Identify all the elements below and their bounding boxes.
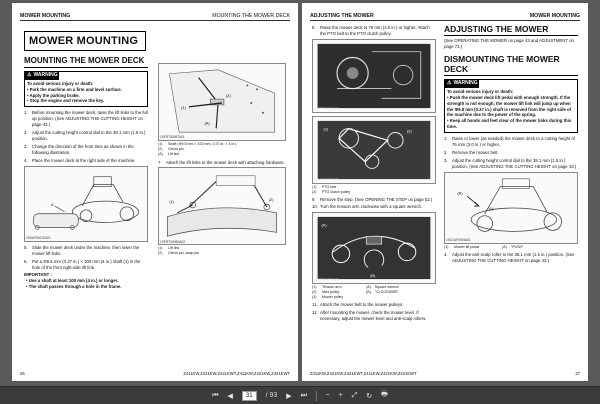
legend-row: (1) Tension arm (A) Square wrench	[312, 285, 399, 290]
figure-pto-belt-routing	[312, 116, 436, 184]
step-item: 12. After mounting the mower, check the mower level. If necessary, adjust the mower level and anti-scalp rollers.	[312, 309, 427, 321]
pto-illustration	[313, 40, 435, 112]
page-number: 26	[20, 371, 25, 376]
page-footer	[310, 371, 580, 376]
page-title: MOWER MOUNTING	[24, 31, 146, 51]
figure-mower-deck-placement	[24, 166, 148, 242]
tension-arm-illustration	[313, 213, 435, 283]
label-A: A	[50, 201, 54, 207]
warning-intro: To avoid serious injury or death:	[447, 88, 514, 94]
first-page-button[interactable]: ⏮	[212, 391, 219, 399]
step-item: 1. Before mounting the mower deck, raise the lift links to the full up position. (See ADJUSTING THE CUTTING HEIGHT on page 43.)	[24, 110, 148, 128]
important-note	[24, 272, 148, 290]
header-right: MOWER MOUNTING	[529, 13, 580, 19]
zoom-out-button[interactable]: −	[325, 392, 330, 399]
header-left: MOWER MOUNTING	[20, 13, 71, 19]
figure-attach-lift-links	[158, 167, 286, 245]
figure-mower-lift-pedal	[444, 172, 578, 244]
steps-list-3	[158, 160, 286, 166]
legend-row: (1) Shaft (Φ9.5 mm × 100 mm, 0.37 in. × 4 in.)	[158, 142, 237, 146]
page-right	[302, 3, 588, 381]
step-item: 6. Put a Φ9.5 mm (0.37 in.) × 100 mm (4 in.) shaft (1) in the hole of the front right-side lift link.	[24, 258, 141, 270]
important-label: IMPORTANT :	[24, 272, 52, 278]
total-pages: / 93	[265, 392, 278, 399]
step-item: 2. Adjust the cutting height control dial to the 38.1 mm (1.5 in.) position.	[24, 130, 146, 142]
label-2: (2)	[225, 93, 231, 99]
warning-header	[25, 72, 59, 80]
figure-id: 1SFRT0012EA01	[314, 278, 339, 283]
label-B: (B)	[370, 273, 376, 279]
warning-item: • Apply the parking brake.	[27, 93, 145, 99]
page-header	[310, 11, 580, 21]
right-column	[444, 25, 578, 266]
label-A: (A)	[321, 222, 327, 228]
label-A: (A)	[457, 190, 463, 196]
figure-legend	[158, 246, 286, 256]
page-number-input[interactable]: 31	[242, 391, 257, 401]
label-1: (1)	[323, 126, 329, 132]
step-item: 3. Adjust the cutting height control dial to the 38.1 mm (1.5 in.) position. (See ADJUSTING THE CUTTING HEIGHT on page 43.)	[444, 157, 577, 169]
steps-list-2	[312, 197, 436, 211]
page-left	[12, 3, 298, 381]
legend-row: (1) PTO belt	[312, 184, 337, 189]
label-2: (2)	[407, 128, 412, 134]
page-header	[20, 11, 290, 21]
legend-row: (1) Lift link	[158, 246, 180, 251]
left-column	[312, 25, 436, 324]
warning-item: • Keep all hands and feet clear of the mower links during this time.	[447, 118, 575, 130]
figure-tension-arm	[312, 212, 436, 284]
figure-id: 1SGJAF0004A01	[446, 237, 471, 242]
model-list: Z411KW,Z421KW,Z421KWT,Z411KW,Z421KW,Z421KWT	[310, 371, 417, 376]
right-column	[158, 63, 286, 256]
label-1: (1)	[169, 199, 175, 205]
prev-page-button[interactable]: ◀	[227, 392, 233, 400]
step-item: 7. Attach the lift links to the mower deck with attaching hardware.	[158, 159, 285, 165]
step-item: 5. Slide the mower deck under the machine, then lower the mower lift links.	[24, 244, 140, 256]
label-A: (A)	[204, 120, 210, 126]
label-1: (1)	[181, 104, 186, 110]
important-item: • Use a shaft at least 100 mm (4 in.) or longer.	[26, 278, 148, 284]
label-1: (1)	[488, 205, 494, 211]
warning-icon: ⚠	[447, 80, 452, 87]
print-button[interactable]: 🖶	[381, 391, 388, 398]
warning-icon: ⚠	[27, 72, 32, 79]
warning-item: • Stop the engine and remove the key.	[27, 98, 145, 104]
mower-illustration	[25, 167, 147, 241]
model-list: Z411KW,Z421KW,Z421KWT,Z411KW,Z421KW,Z421KWT	[183, 371, 290, 376]
figure-id: 1SFRT0006DA02	[160, 239, 186, 244]
steps-list-2	[24, 245, 148, 271]
steps-list-3	[312, 302, 436, 322]
adjusting-text: (See OPERATING THE MOWER on page 43 and ADJUSTMENT on page 73.)	[444, 38, 574, 50]
steps-list	[24, 110, 148, 163]
warning-box	[444, 79, 578, 133]
section-title: MOUNTING THE MOWER DECK	[24, 57, 148, 68]
warning-intro: To avoid serious injury or death:	[27, 80, 94, 86]
step-item: 3. Change the direction of the front tires as shown in the following illustration.	[24, 143, 134, 155]
step-item: 11. Attach the mower belt to the mower pulleys.	[312, 301, 404, 307]
dismount-steps-2	[444, 252, 578, 264]
label-2: (2)	[268, 197, 274, 203]
figure-legend	[158, 142, 286, 157]
page-number: 27	[575, 371, 580, 376]
important-item: • The shaft passes through a hole in the frame.	[26, 284, 148, 290]
left-column	[24, 57, 148, 290]
step-item: 1. Raise or lower (as needed) the mower deck to a cutting height of 76 mm (3.0 in.) or higher.	[444, 136, 576, 148]
legend-row: (2) Clevis pin	[158, 146, 184, 151]
step-item: 4. Adjust the anti-scalp roller to the 38.1 mm (1.5 in.) position. (See ADJUSTING THE CUTTING HEIGHT on page 43.)	[444, 251, 575, 263]
toolbar-divider	[316, 391, 317, 401]
section-title-dismount: DISMOUNTING THE MOWER DECK	[444, 55, 578, 76]
step-item: 10. Turn the tension arm clockwise with a square wrench.	[312, 204, 423, 210]
legend-row: (1) Mower lift pedal (A) "PUSH"	[444, 244, 524, 249]
figure-id: 1SFRT0016EA01	[314, 106, 339, 111]
step-item: 9. Remove the step. (See OPENING THE STEP on page 52.)	[312, 196, 433, 202]
step-item: 4. Place the mower deck at the right side of the machine.	[24, 157, 136, 163]
figure-legend	[312, 285, 436, 300]
page-footer	[20, 371, 290, 376]
last-page-button[interactable]: ⏭	[300, 391, 307, 399]
viewer-toolbar	[0, 386, 600, 404]
warning-header	[445, 80, 479, 88]
rotate-button[interactable]: ↻	[366, 392, 373, 400]
dismount-steps	[444, 136, 578, 170]
figure-id: 1SVAF0001EA01	[26, 235, 51, 240]
legend-row: (A) Lift link	[158, 151, 180, 156]
warning-label: WARNING	[453, 80, 478, 87]
figure-id: 1SVAF0020EA01	[314, 177, 339, 182]
header-right: MOUNTING THE MOWER DECK	[212, 13, 290, 19]
legend-row: (2) Idler pulley (B) "CLOCKWISE"	[312, 290, 399, 295]
legend-row: (2) PTO clutch pulley	[312, 189, 351, 194]
header-left: ADJUSTING THE MOWER	[310, 13, 374, 19]
section-title-adjusting: ADJUSTING THE MOWER	[444, 25, 578, 36]
warning-label: WARNING	[33, 72, 58, 79]
warning-item: • Push the mower deck lift pedal with enough strength. If the strength is not enough, the mower lift link will jump up when the Φ9.5 mm (0.37 in.) shaft is removed from the right side of the machine due to the power of the spring.	[447, 95, 575, 119]
figure-legend	[312, 185, 436, 195]
legend-row: (2) Clevis pin, snap pin	[158, 251, 200, 256]
fit-page-button[interactable]: ⤢	[351, 391, 358, 399]
warning-item: • Park the machine on a firm and level surface.	[27, 87, 145, 93]
belt-routing-illustration	[313, 117, 435, 183]
lift-pedal-illustration	[445, 173, 577, 243]
lift-link-illustration	[159, 64, 285, 140]
warning-box	[24, 71, 148, 108]
figure-pto-belt-attach	[312, 39, 436, 113]
figure-legend	[444, 245, 578, 250]
step-item: 8. Raise the mower deck to 76 mm (3.0 in.) or higher. Attach the PTO belt to the PTO clutch pulley.	[312, 25, 430, 36]
legend-row: (3) Mower pulley	[312, 295, 344, 300]
zoom-in-button[interactable]: +	[338, 392, 343, 399]
steps-list	[312, 25, 436, 37]
step-item: 2. Remove the mower belt.	[444, 150, 499, 156]
figure-id: 1SFRT0008TA01	[160, 135, 185, 140]
figure-lift-link-shaft	[158, 63, 286, 141]
attach-hardware-illustration	[159, 168, 285, 244]
next-page-button[interactable]: ▶	[286, 392, 292, 400]
